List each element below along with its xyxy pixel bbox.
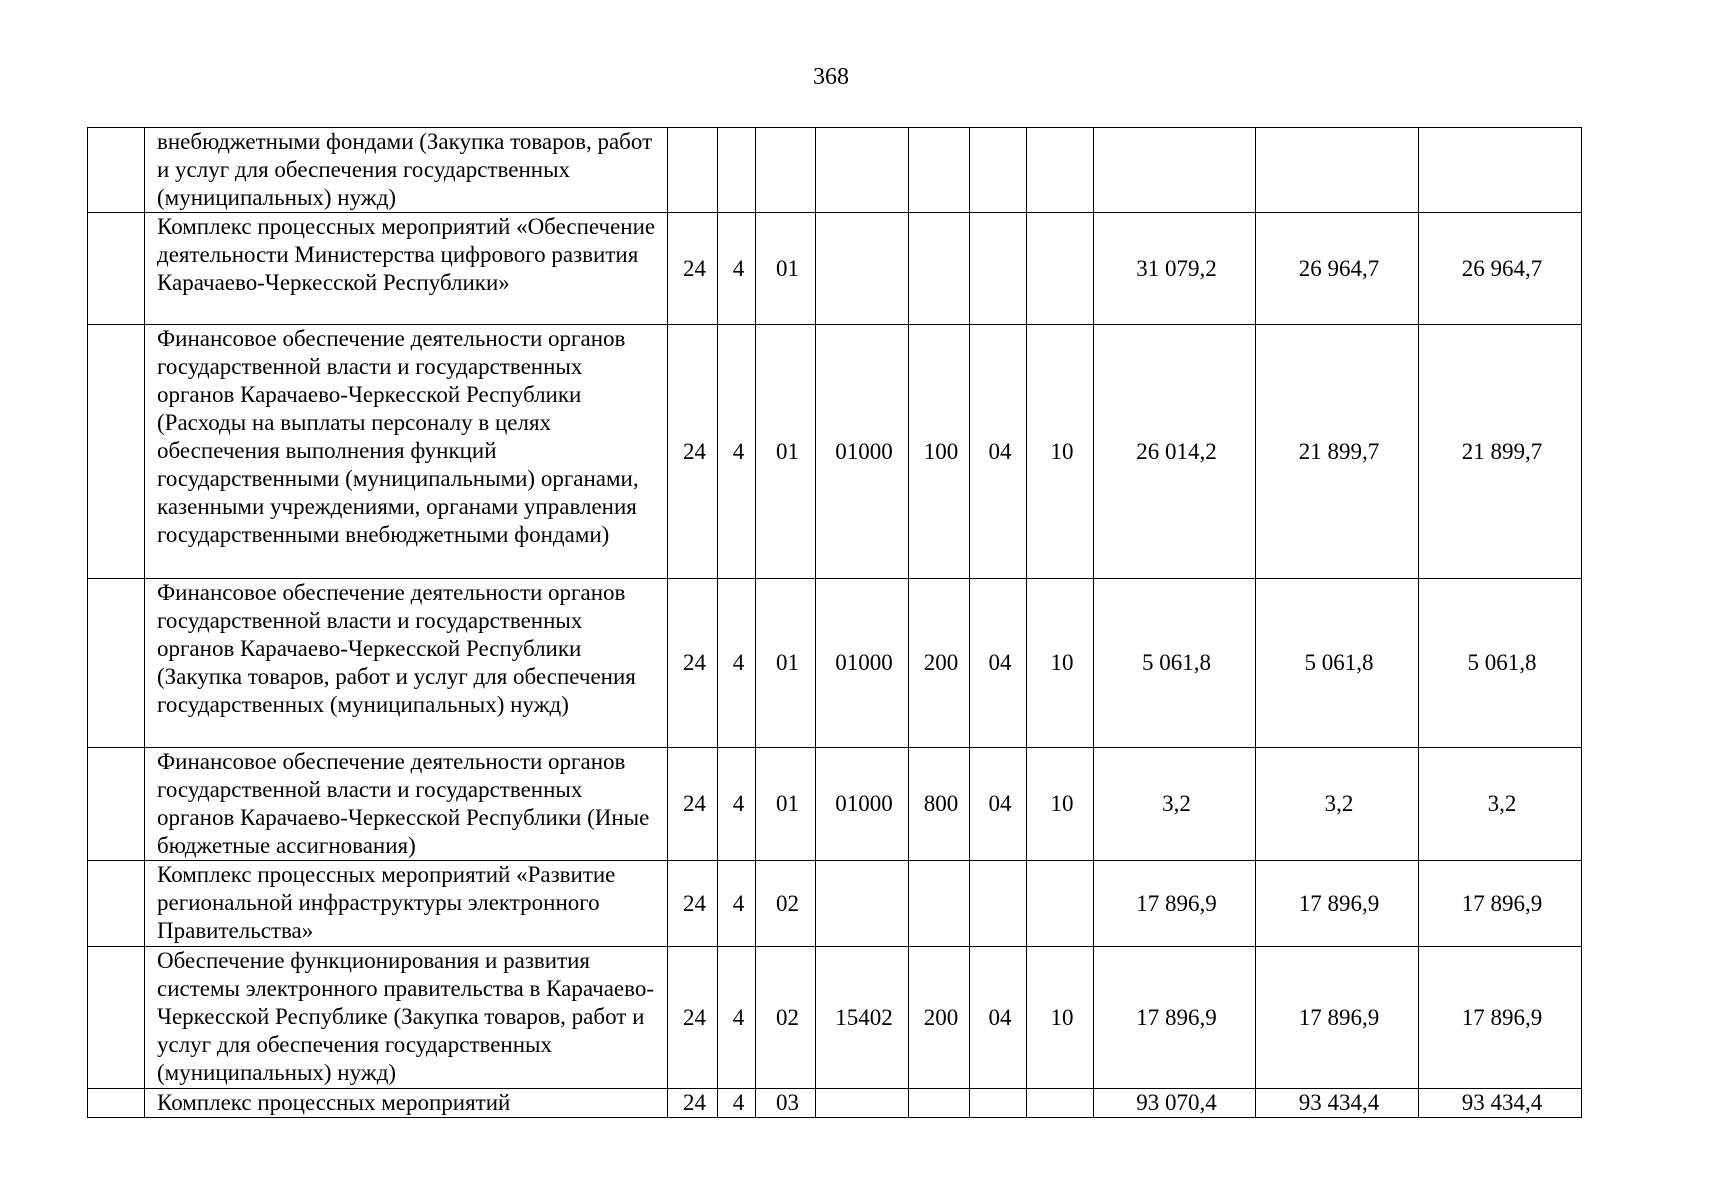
code-cell: 4 <box>718 213 756 325</box>
code-cell <box>718 128 756 213</box>
amount-cell: 3,2 <box>1256 748 1419 861</box>
code-cell <box>909 128 970 213</box>
row-description: Комплекс процессных мероприятий <box>145 1089 668 1118</box>
code-cell: 24 <box>668 1089 718 1118</box>
amount-cell: 31 079,2 <box>1094 213 1256 325</box>
code-cell <box>1027 213 1094 325</box>
code-cell: 04 <box>970 325 1027 579</box>
page-number: 368 <box>813 64 849 90</box>
code-cell: 10 <box>1027 748 1094 861</box>
code-cell: 24 <box>668 861 718 947</box>
code-cell: 01 <box>756 325 816 579</box>
table-row <box>88 579 1582 748</box>
row-description: Обеспечение функционирования и развития системы электронного правительства в Карачаево-Черкесской Республике (Закупка товаров, работ и услуг для обеспечения государственных (муниципальных) нужд) <box>145 947 668 1089</box>
code-cell <box>909 861 970 947</box>
code-cell: 01000 <box>816 579 909 748</box>
code-cell <box>970 1089 1027 1118</box>
code-cell: 02 <box>756 861 816 947</box>
code-cell <box>1027 1089 1094 1118</box>
amount-cell <box>1094 128 1256 213</box>
row-marker-cell <box>88 1089 145 1118</box>
row-description: внебюджетными фондами (Закупка товаров, работ и услуг для обеспечения государственных (муниципальных) нужд) <box>145 128 668 213</box>
amount-cell: 93 434,4 <box>1419 1089 1582 1118</box>
budget-table <box>87 127 1582 1118</box>
amount-cell: 5 061,8 <box>1419 579 1582 748</box>
code-cell <box>816 861 909 947</box>
code-cell <box>816 213 909 325</box>
row-description: Финансовое обеспечение деятельности органов государственной власти и государственных органов Карачаево-Черкесской Республики (Закупка товаров, работ и услуг для обеспечения государственных (муниципальных) нужд) <box>145 579 668 748</box>
code-cell: 4 <box>718 947 756 1089</box>
amount-cell: 5 061,8 <box>1094 579 1256 748</box>
amount-cell: 5 061,8 <box>1256 579 1419 748</box>
code-cell: 01 <box>756 213 816 325</box>
code-cell <box>1027 861 1094 947</box>
row-description: Комплекс процессных мероприятий «Обеспечение деятельности Министерства цифрового развития Карачаево-Черкесской Республики» <box>145 213 668 325</box>
code-cell: 10 <box>1027 579 1094 748</box>
amount-cell: 17 896,9 <box>1419 861 1582 947</box>
code-cell: 200 <box>909 579 970 748</box>
row-marker-cell <box>88 325 145 579</box>
code-cell: 01000 <box>816 325 909 579</box>
code-cell: 01 <box>756 579 816 748</box>
code-cell: 04 <box>970 748 1027 861</box>
code-cell <box>1027 128 1094 213</box>
code-cell: 100 <box>909 325 970 579</box>
table-row <box>88 128 1582 213</box>
row-marker-cell <box>88 579 145 748</box>
code-cell: 01 <box>756 748 816 861</box>
table-row <box>88 748 1582 861</box>
amount-cell <box>1256 128 1419 213</box>
code-cell: 24 <box>668 213 718 325</box>
row-description: Комплекс процессных мероприятий «Развитие региональной инфраструктуры электронного Правительства» <box>145 861 668 947</box>
code-cell: 24 <box>668 947 718 1089</box>
code-cell: 02 <box>756 947 816 1089</box>
code-cell: 800 <box>909 748 970 861</box>
amount-cell: 93 070,4 <box>1094 1089 1256 1118</box>
code-cell: 4 <box>718 748 756 861</box>
code-cell <box>909 213 970 325</box>
code-cell <box>756 128 816 213</box>
row-marker-cell <box>88 861 145 947</box>
amount-cell: 3,2 <box>1419 748 1582 861</box>
table-row <box>88 213 1582 325</box>
amount-cell: 17 896,9 <box>1094 861 1256 947</box>
amount-cell: 26 964,7 <box>1256 213 1419 325</box>
row-marker-cell <box>88 128 145 213</box>
row-marker-cell <box>88 748 145 861</box>
amount-cell: 93 434,4 <box>1256 1089 1419 1118</box>
table-row <box>88 861 1582 947</box>
code-cell <box>816 1089 909 1118</box>
table-row <box>88 947 1582 1089</box>
table-row <box>88 325 1582 579</box>
code-cell: 04 <box>970 947 1027 1089</box>
amount-cell: 17 896,9 <box>1256 947 1419 1089</box>
amount-cell: 17 896,9 <box>1419 947 1582 1089</box>
code-cell <box>816 128 909 213</box>
code-cell: 04 <box>970 579 1027 748</box>
code-cell: 4 <box>718 861 756 947</box>
row-description: Финансовое обеспечение деятельности органов государственной власти и государственных органов Карачаево-Черкесской Республики (Иные бюджетные ассигнования) <box>145 748 668 861</box>
code-cell <box>970 861 1027 947</box>
amount-cell: 17 896,9 <box>1094 947 1256 1089</box>
code-cell: 10 <box>1027 325 1094 579</box>
code-cell: 4 <box>718 579 756 748</box>
code-cell: 200 <box>909 947 970 1089</box>
row-marker-cell <box>88 947 145 1089</box>
code-cell: 4 <box>718 325 756 579</box>
code-cell: 24 <box>668 748 718 861</box>
code-cell: 10 <box>1027 947 1094 1089</box>
table-row <box>88 1089 1582 1118</box>
amount-cell: 3,2 <box>1094 748 1256 861</box>
code-cell: 15402 <box>816 947 909 1089</box>
code-cell: 03 <box>756 1089 816 1118</box>
amount-cell: 26 014,2 <box>1094 325 1256 579</box>
code-cell: 24 <box>668 325 718 579</box>
code-cell <box>970 128 1027 213</box>
code-cell <box>970 213 1027 325</box>
amount-cell: 21 899,7 <box>1419 325 1582 579</box>
amount-cell: 17 896,9 <box>1256 861 1419 947</box>
code-cell: 01000 <box>816 748 909 861</box>
row-description: Финансовое обеспечение деятельности органов государственной власти и государственных органов Карачаево-Черкесской Республики (Расходы на выплаты персоналу в целях обеспечения выполнения функций государственными (муниципальными) органами, казенными учреждениями, органами управления государственными внебюджетными фондами) <box>145 325 668 579</box>
code-cell: 24 <box>668 579 718 748</box>
code-cell <box>909 1089 970 1118</box>
code-cell <box>668 128 718 213</box>
amount-cell: 26 964,7 <box>1419 213 1582 325</box>
row-marker-cell <box>88 213 145 325</box>
amount-cell <box>1419 128 1582 213</box>
code-cell: 4 <box>718 1089 756 1118</box>
amount-cell: 21 899,7 <box>1256 325 1419 579</box>
